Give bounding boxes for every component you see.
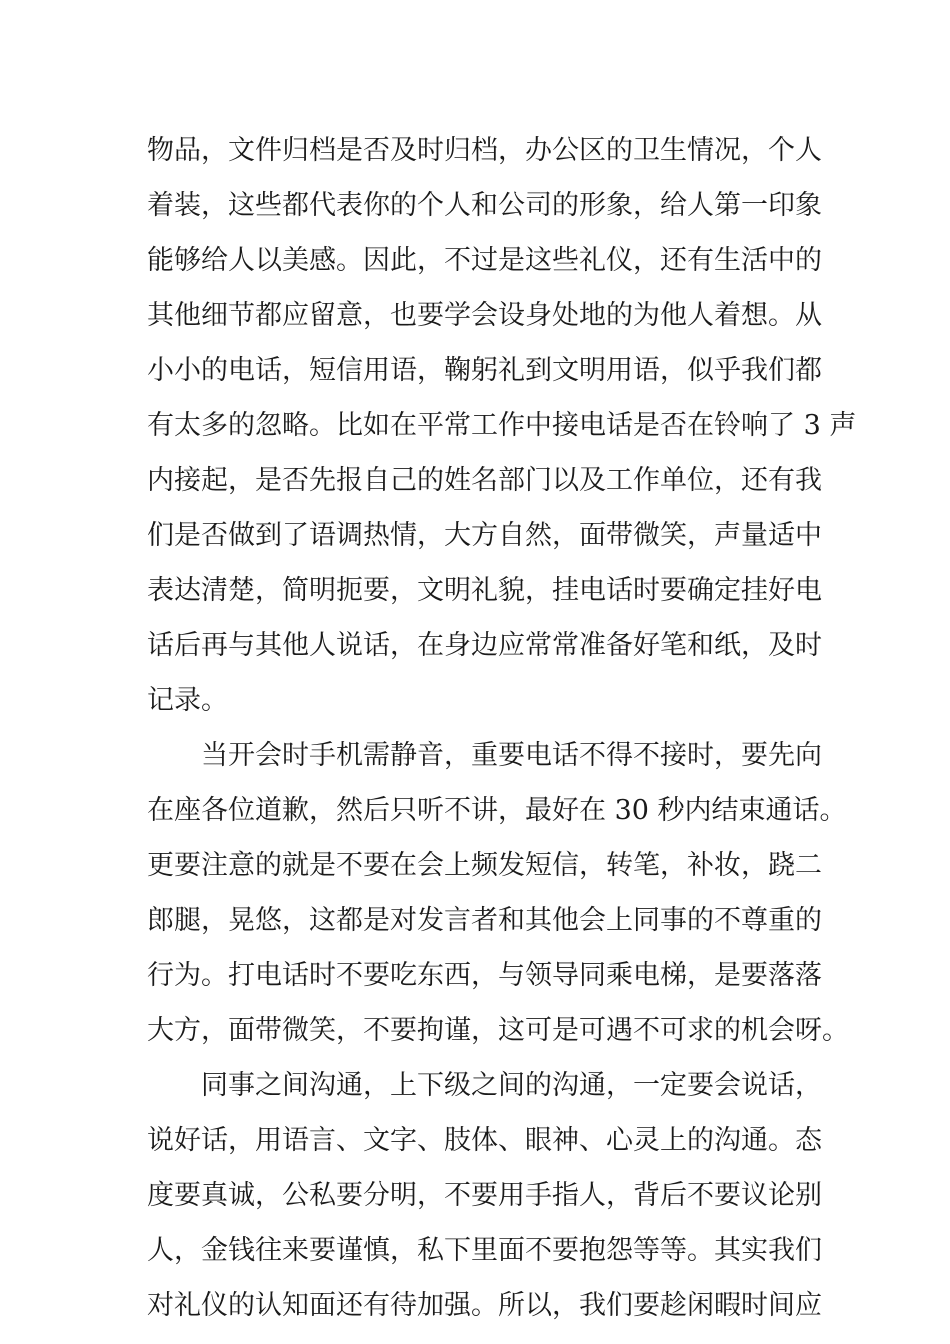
text-line: 们是否做到了语调热情，大方自然，面带微笑，声量适中 bbox=[147, 520, 822, 551]
paragraph bbox=[147, 1058, 822, 1333]
text-line: 能够给人以美感。因此，不过是这些礼仪，还有生活中的 bbox=[147, 245, 822, 276]
text-line: 其他细节都应留意，也要学会设身处地的为他人着想。从 bbox=[147, 300, 822, 331]
text-line: 内接起，是否先报自己的姓名部门以及工作单位，还有我 bbox=[147, 465, 822, 496]
text-line: 在座各位道歉，然后只听不讲，最好在 30 秒内结束通话。 bbox=[147, 795, 847, 826]
text-line: 行为。打电话时不要吃东西，与领导同乘电梯，是要落落 bbox=[147, 960, 822, 991]
text-line: 当开会时手机需静音，重要电话不得不接时，要先向 bbox=[201, 740, 822, 771]
text-line: 说好话，用语言、文字、肢体、眼神、心灵上的沟通。态 bbox=[147, 1125, 822, 1156]
text-line: 物品，文件归档是否及时归档，办公区的卫生情况，个人 bbox=[147, 135, 822, 166]
paragraph bbox=[147, 728, 849, 1058]
text-line: 大方，面带微笑，不要拘谨，这可是可遇不可求的机会呀。 bbox=[147, 1015, 849, 1046]
text-line: 记录。 bbox=[147, 685, 228, 716]
text-line: 有太多的忽略。比如在平常工作中接电话是否在铃响了 3 声 bbox=[147, 410, 857, 441]
text-line: 度要真诚，公私要分明，不要用手指人，背后不要议论别 bbox=[147, 1180, 822, 1211]
text-line: 同事之间沟通，上下级之间的沟通，一定要会说话， bbox=[201, 1070, 822, 1101]
text-line: 郎腿，晃悠，这都是对发言者和其他会上同事的不尊重的 bbox=[147, 905, 822, 936]
text-line: 表达清楚，简明扼要，文明礼貌，挂电话时要确定挂好电 bbox=[147, 575, 822, 606]
body-text bbox=[147, 123, 857, 1333]
text-line: 着装，这些都代表你的个人和公司的形象，给人第一印象 bbox=[147, 190, 822, 221]
text-line: 话后再与其他人说话，在身边应常常准备好笔和纸，及时 bbox=[147, 630, 822, 661]
text-line: 人，金钱往来要谨慎，私下里面不要抱怨等等。其实我们 bbox=[147, 1235, 822, 1266]
text-line: 更要注意的就是不要在会上频发短信，转笔，补妆，跷二 bbox=[147, 850, 822, 881]
text-line: 对礼仪的认知面还有待加强。所以，我们要趁闲暇时间应 bbox=[147, 1290, 822, 1321]
paragraph bbox=[147, 123, 857, 728]
text-line: 小小的电话，短信用语，鞠躬礼到文明用语，似乎我们都 bbox=[147, 355, 822, 386]
